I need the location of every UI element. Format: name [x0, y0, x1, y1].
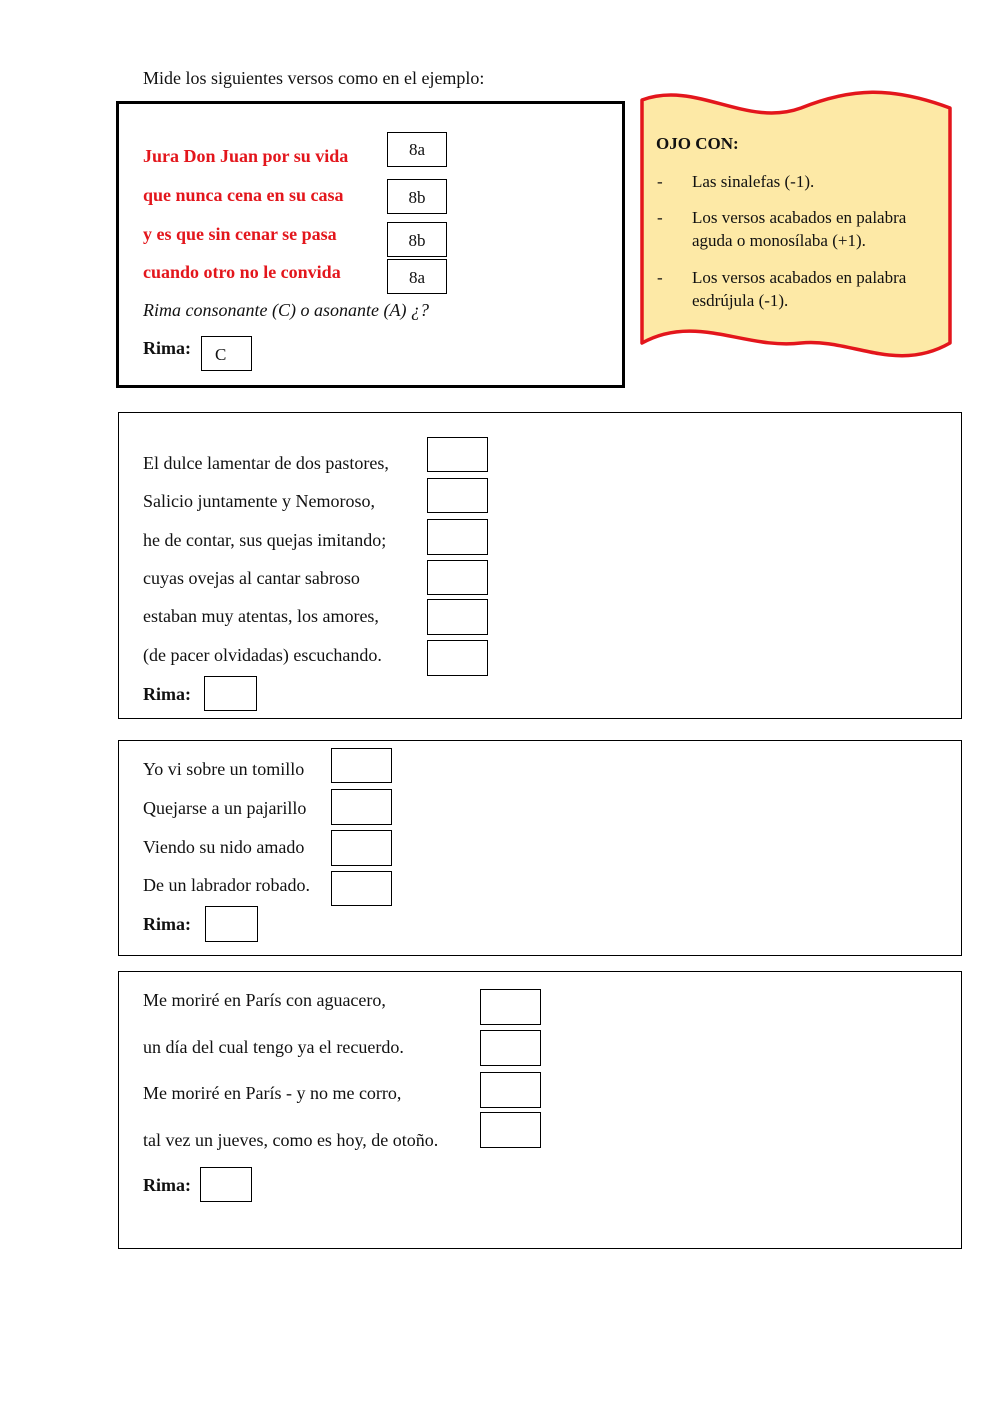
example-answer-box-3: 8b [387, 222, 447, 257]
exercise-3-verse-4: tal vez un jueves, como es hoy, de otoño. [143, 1130, 439, 1150]
exercise-3-answer-box-1[interactable] [480, 989, 541, 1025]
exercise-2-answer-box-4[interactable] [331, 871, 392, 906]
exercise-2-answer-box-1[interactable] [331, 748, 392, 783]
exercise-3-rima-label: Rima: [143, 1175, 191, 1195]
exercise-3-answer-box-2[interactable] [480, 1030, 541, 1066]
example-rima-label: Rima: [143, 338, 191, 358]
exercise-2-verse-2: Quejarse a un pajarillo [143, 798, 307, 818]
exercise-2-rima-box[interactable] [205, 906, 258, 942]
exercise-1-answer-box-6[interactable] [427, 640, 488, 676]
exercise-1-verse-3: he de contar, sus quejas imitando; [143, 530, 387, 550]
note-item-text: Los versos acabados en palabra esdrújula (-1). [692, 268, 907, 310]
example-verse-2: que nunca cena en su casa [143, 185, 344, 205]
exercise-1-rima-label: Rima: [143, 684, 191, 704]
exercise-1-verse-5: estaban muy atentas, los amores, [143, 606, 379, 626]
note-bullet: - [657, 172, 663, 191]
exercise-2-verse-3: Viendo su nido amado [143, 837, 305, 857]
exercise-1-answer-box-2[interactable] [427, 478, 488, 513]
exercise-1-rima-box[interactable] [204, 676, 257, 711]
example-verse-4: cuando otro no le convida [143, 262, 341, 282]
exercise-1-verse-2: Salicio juntamente y Nemoroso, [143, 491, 375, 511]
exercise-3-rima-box[interactable] [200, 1167, 252, 1202]
exercise-1-answer-box-1[interactable] [427, 437, 488, 472]
exercise-2-answer-box-3[interactable] [331, 830, 392, 866]
exercise-3-verse-3: Me moriré en París - y no me corro, [143, 1083, 402, 1103]
rima-question: Rima consonante (C) o asonante (A) ¿? [143, 300, 429, 320]
exercise-3-verse-1: Me moriré en París con aguacero, [143, 990, 386, 1010]
example-answer-box-4: 8a [387, 259, 447, 294]
note-bullet: - [657, 208, 663, 227]
exercise-1-verse-4: cuyas ovejas al cantar sabroso [143, 568, 360, 588]
example-answer-box-1: 8a [387, 132, 447, 167]
exercise-2-verse-1: Yo vi sobre un tomillo [143, 759, 305, 779]
exercise-2-verse-4: De un labrador robado. [143, 875, 310, 895]
exercise-1-verse-6: (de pacer olvidadas) escuchando. [143, 645, 382, 665]
exercise-3-verse-2: un día del cual tengo ya el recuerdo. [143, 1037, 404, 1057]
example-rima-box: C [201, 336, 252, 371]
note-title: OJO CON: [656, 134, 739, 153]
instruction-text: Mide los siguientes versos como en el ejemplo: [143, 68, 485, 88]
example-verse-3: y es que sin cenar se pasa [143, 224, 337, 244]
note-bullet: - [657, 268, 663, 287]
note-item-text: Las sinalefas (-1). [692, 172, 815, 191]
exercise-2-rima-label: Rima: [143, 914, 191, 934]
exercise-3-answer-box-4[interactable] [480, 1112, 541, 1148]
exercise-1-verse-1: El dulce lamentar de dos pastores, [143, 453, 389, 473]
example-answer-box-2: 8b [387, 179, 447, 214]
note-item-text: Los versos acabados en palabra aguda o monosílaba (+1). [692, 208, 907, 250]
exercise-1-answer-box-4[interactable] [427, 560, 488, 595]
example-verse-1: Jura Don Juan por su vida [143, 146, 349, 166]
exercise-2-answer-box-2[interactable] [331, 789, 392, 825]
exercise-1-answer-box-5[interactable] [427, 599, 488, 635]
exercise-3-answer-box-3[interactable] [480, 1072, 541, 1108]
exercise-1-answer-box-3[interactable] [427, 519, 488, 555]
